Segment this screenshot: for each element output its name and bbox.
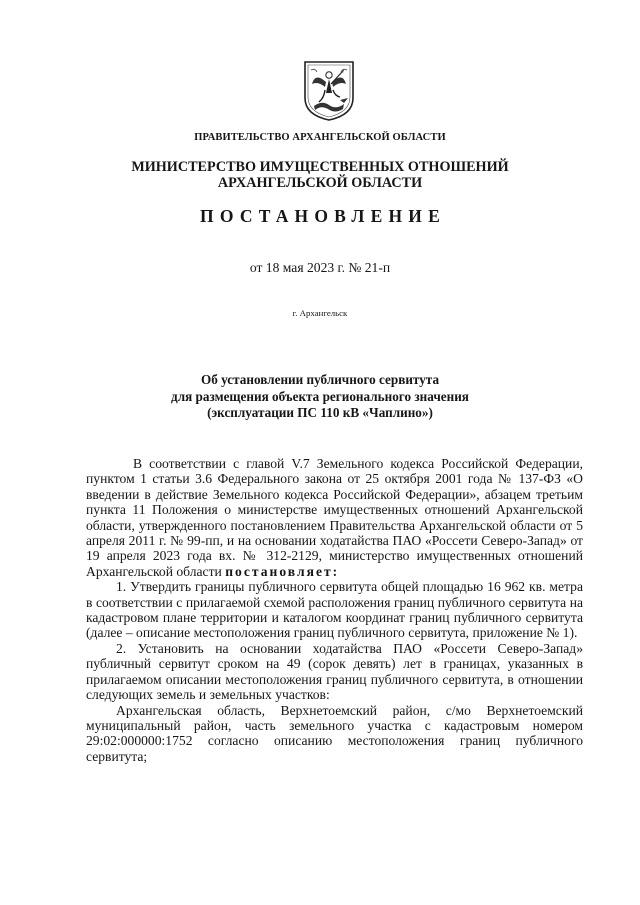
preamble-text: В соответствии с главой V.7 Земельного кодекса Российской Федерации, пунктом 1 статьи 3.6 Федерального закона от 25 октября 2001 года № 137-ФЗ «О введении в действие Земельного кодекса Российской Федерации», абзацем третьим пункта 11 Положения о министерстве имущественных отношений Архангельской области, утвержденного постановлением Правительства Архангельской области от 5 апреля 2011 г. № 99-пп, и на основании ходатайства ПАО «Россети Северо-Запад» от 19 апреля 2023 года вх. № 312-2129, министерство имущественных отношений Архангельской области [86, 456, 583, 579]
government-name: ПРАВИТЕЛЬСТВО АРХАНГЕЛЬСКОЙ ОБЛАСТИ [194, 132, 446, 143]
item-2-paragraph: 2. Установить на основании ходатайства ПАО «Россети Северо-Запад» публичный сервитут сроком на 49 (сорок девять) лет в границах, указанных в прилагаемом описании местоположения границ публичного сервитута, в отношении следующих земель и земельных участков: [86, 640, 583, 703]
title-line-1: Об установлении публичного сервитута [200, 372, 440, 387]
document-title [0, 372, 640, 422]
title-line-2: для размещения объекта регионального значения [171, 388, 469, 404]
preamble-paragraph [86, 456, 583, 579]
coat-of-arms-emblem [302, 60, 356, 122]
document-date-number: от 18 мая 2023 г. № 21-п [249, 260, 391, 275]
item-2-land-paragraph: Архангельская область, Верхнетоемский район, с/мо Верхнетоемский муниципальный район, часть земельного участка с кадастровым номером 29:02:000000:1752 согласно описанию местоположения границ публичного сервитута; [86, 702, 583, 764]
title-line-3: (эксплуатации ПС 110 кВ «Чаплино») [207, 405, 433, 420]
ministry-line-2: АРХАНГЕЛЬСКОЙ ОБЛАСТИ [217, 175, 423, 191]
ministry-line-1: МИНИСТЕРСТВО ИМУЩЕСТВЕННЫХ ОТНОШЕНИЙ [131, 159, 509, 175]
document-type: ПОСТАНОВЛЕНИЕ [200, 206, 446, 226]
ministry-name [0, 159, 640, 191]
decides-word: постановляет: [225, 563, 340, 579]
document-body [86, 456, 583, 764]
item-1-paragraph: 1. Утвердить границы публичного сервитута общей площадью 16 962 кв. метра в соответствии с прилагаемой схемой расположения границ публичного сервитута на кадастровом плане территории и каталогом координат границ публичного сервитута (далее – описание местоположения границ публичного сервитута, приложение № 1). [86, 579, 583, 641]
document-place: г. Архангельск [292, 308, 348, 318]
